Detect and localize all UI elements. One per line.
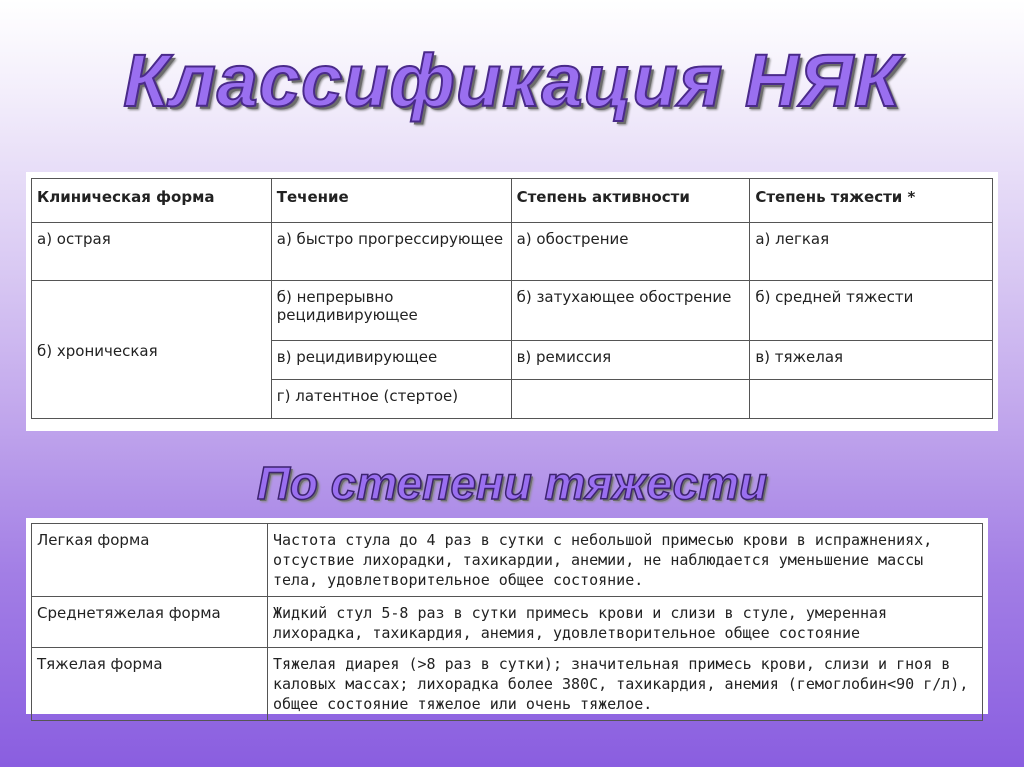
table-cell-severity: а) легкая — [750, 223, 993, 281]
severity-table-panel — [26, 518, 988, 714]
page-title: Классификация НЯК — [123, 39, 901, 122]
severity-description: Частота стула до 4 раз в сутки с небольшой примесью крови в испражнениях, отсуствие лихорадки, тахикардии, анемии, не наблюдается уменьшение массы тела, удовлетворительное общее состояние. — [268, 524, 983, 597]
table-row — [32, 648, 983, 721]
table-cell-form-acute: а) острая — [32, 223, 272, 281]
table-cell-course: б) непрерывно рецидивирующее — [271, 281, 511, 341]
table-header-row — [32, 179, 993, 223]
severity-form-label: Легкая форма — [32, 524, 268, 597]
table-row — [32, 597, 983, 648]
classification-table-panel — [26, 172, 998, 431]
table-cell-empty — [750, 380, 993, 419]
table-cell-activity: б) затухающее обострение — [511, 281, 750, 341]
table-cell-severity: в) тяжелая — [750, 341, 993, 380]
table-cell-empty — [511, 380, 750, 419]
severity-form-label: Среднетяжелая форма — [32, 597, 268, 648]
classification-table — [31, 178, 993, 419]
section-subtitle: По степени тяжести — [256, 457, 768, 509]
table-cell-activity: а) обострение — [511, 223, 750, 281]
severity-form-label: Тяжелая форма — [32, 648, 268, 721]
table-row — [32, 223, 993, 281]
table-cell-severity: б) средней тяжести — [750, 281, 993, 341]
column-header-severity: Степень тяжести * — [750, 179, 993, 223]
table-row — [32, 281, 993, 341]
column-header-clinical-form: Клиническая форма — [32, 179, 272, 223]
severity-description: Тяжелая диарея (>8 раз в сутки); значительная примесь крови, слизи и гноя в каловых массах; лихорадка более 380С, тахикардия, анемия (гемоглобин<90 г/л), общее состояние тяжелое или очень тяжелое. — [268, 648, 983, 721]
table-cell-activity: в) ремиссия — [511, 341, 750, 380]
severity-description: Жидкий стул 5-8 раз в сутки примесь крови и слизи в стуле, умеренная лихорадка, тахикардия, анемия, удовлетворительное общее состояние — [268, 597, 983, 648]
table-cell-course: а) быстро прогрессирующее — [271, 223, 511, 281]
table-cell-form-chronic: б) хроническая — [32, 281, 272, 419]
table-cell-course: г) латентное (стертое) — [271, 380, 511, 419]
column-header-course: Течение — [271, 179, 511, 223]
column-header-activity: Степень активности — [511, 179, 750, 223]
table-cell-course: в) рецидивирующее — [271, 341, 511, 380]
table-row — [32, 524, 983, 597]
severity-table — [31, 523, 983, 721]
